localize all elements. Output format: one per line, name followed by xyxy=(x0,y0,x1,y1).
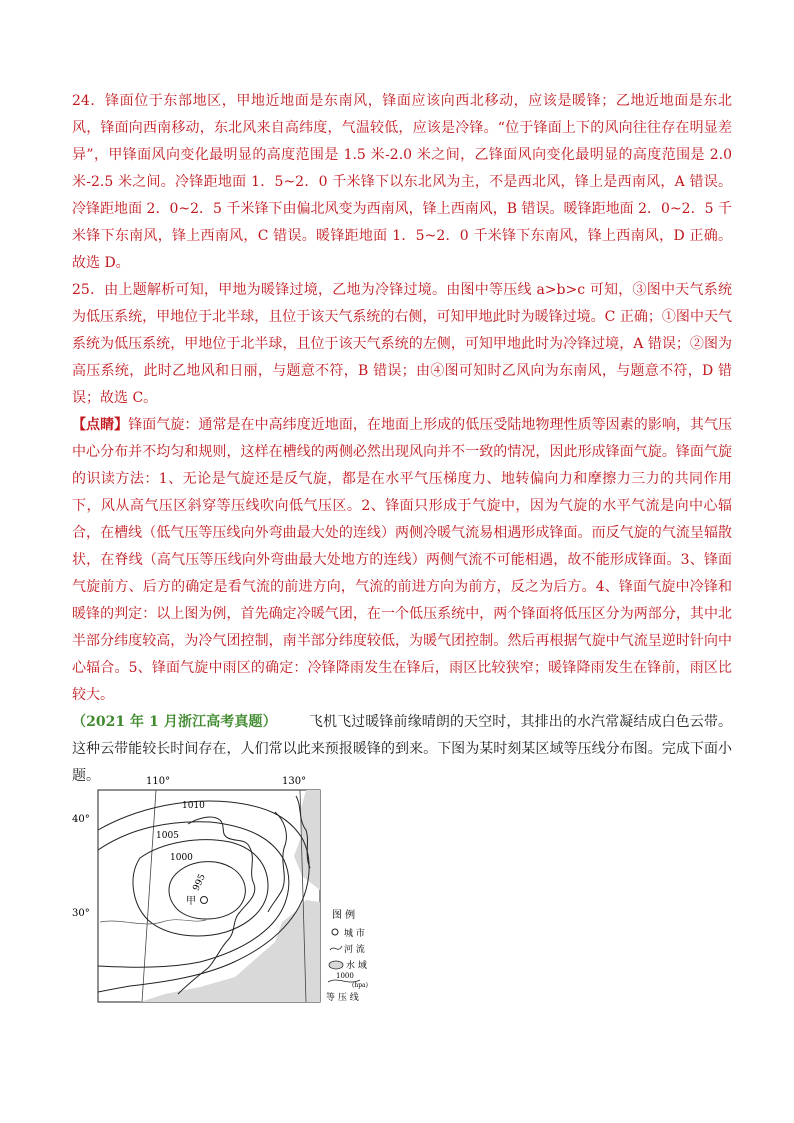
city-label: 甲 xyxy=(186,896,196,907)
tip-text: 锋面气旋：通常是在中高纬度近地面，在地面上形成的低压受陆地物理性质等因素的影响，其气压中心分布并不均匀和规则，这样在槽线的两侧必然出现风向并不一致的情况，因此形成锋面气旋。锋面气旋的识读方法：1、无论是气旋还是反气旋，都是在水平气压梯度力、地转偏向力和摩擦力三力的共同作用下，风从高气压区斜穿等压线吹向低气压区。2、锋面只形成于气旋中，因为气旋的水平气流是向中心辐合，在槽线（低气压等压线向外弯曲最大处的连线）两侧冷暖气流易相遇形成锋面。而反气旋的气流呈辐散状，在脊线（高气压等压线向外弯曲最大处地方的连线）两侧气流不可能相遇，故不能形成锋面。3、锋面气旋前方、后方的确定是看气流的前进方向，气流的前进方向为前方，反之为后方。4、锋面气旋中冷锋和暖锋的判定：以上图为例，首先确定冷暖气团，在一个低压系统中，两个锋面将低压区分为两部分，其中北半部分纬度较高，为冷气团控制，南半部分纬度较低，为暖气团控制。然后再根据气旋中气流呈逆时针向中心辐合。5、锋面气旋中雨区的确定：冷锋降雨发生在锋后，雨区比较狭窄；暖锋降雨发生在锋前，雨区比较大。 xyxy=(72,417,733,703)
document-page xyxy=(72,88,732,790)
answer-q24: 24．锋面位于东部地区，甲地近地面是东南风，锋面应该向西北移动，应该是暖锋；乙地近地面是东北风，锋面向西南移动，东北风来自高纬度，气温较低，应该是冷锋。“位于锋面上下的风向往往存在明显差异”，甲锋面风向变化最明显的高度范围是 1.5 米-2.0 米之间，乙锋面风向变化最明显的高度范围是 2.0 米-2.5 米之间。冷锋距地面 1．5~2．0 千米锋下以东北风为主，不是西北风，锋上是西南风，A 错误。冷锋距地面 2．0~2．5 千米锋下由偏北风变为西南风，锋上西南风，B 错误。暖锋距地面 2．0~2．5 千米锋下东南风，锋上西南风，C 错误。暖锋距地面 1．5~2．0 千米锋下东南风，锋上西南风，D 正确。故选 D。 xyxy=(72,93,732,271)
legend-water-icon xyxy=(329,961,343,969)
legend-title: 图 例 xyxy=(332,910,356,921)
tip-label: 【点睛】 xyxy=(72,417,129,433)
answer-q25: 25．由上题解析可知，甲地为暖锋过境，乙地为冷锋过境。由图中等压线 a>b>c 可知，③图中天气系统为低压系统，甲地位于北半球，且位于该天气系统的右侧，可知甲地此时为暖锋过境。C 正确；①图中天气系统为低压系统，甲地位于北半球，且位于该天气系统的左侧，可知甲地此时为冷锋过境，A 错误；②图为高压系统，此时乙地风和日丽，与题意不符，B 错误；由④图可知时乙风向为东南风，与题意不符，D 错误；故选 C。 xyxy=(72,282,732,406)
lon-label-110: 110° xyxy=(146,776,171,787)
legend-water: 水 域 xyxy=(346,961,367,971)
legend-river-icon xyxy=(330,946,342,950)
city-marker xyxy=(201,897,208,904)
isobar-label-995: 995 xyxy=(191,872,208,893)
isobar-label-1010: 1010 xyxy=(182,801,205,811)
lat-label-30: 30° xyxy=(72,908,90,919)
lon-label-130: 130° xyxy=(282,776,307,787)
legend-city: 城 市 xyxy=(344,929,365,939)
isobar-map-svg xyxy=(70,772,390,1012)
question-text: 飞机飞过暖锋前缘晴朗的天空时，其排出的水汽常凝结成白色云带。这种云带能较长时间存在，人们常以此来预报暖锋的到来。下图为某时刻某区域等压线分布图。完成下面小题。 xyxy=(72,714,733,784)
tip-paragraph xyxy=(72,412,732,709)
legend-isobar-sample: 1000 xyxy=(336,972,354,980)
isobar-label-1005: 1005 xyxy=(156,831,179,841)
isobar-label-1000: 1000 xyxy=(170,853,193,863)
lat-label-40: 40° xyxy=(72,814,90,825)
isobar-map xyxy=(70,772,390,1012)
legend-unit: (hpa) xyxy=(352,982,368,989)
legend-isobar-label: 等 压 线 xyxy=(326,993,359,1003)
legend-river: 河 流 xyxy=(344,945,365,955)
question-source: （2021 年 1 月浙江高考真题） xyxy=(72,714,277,730)
legend-city-icon xyxy=(332,929,338,935)
